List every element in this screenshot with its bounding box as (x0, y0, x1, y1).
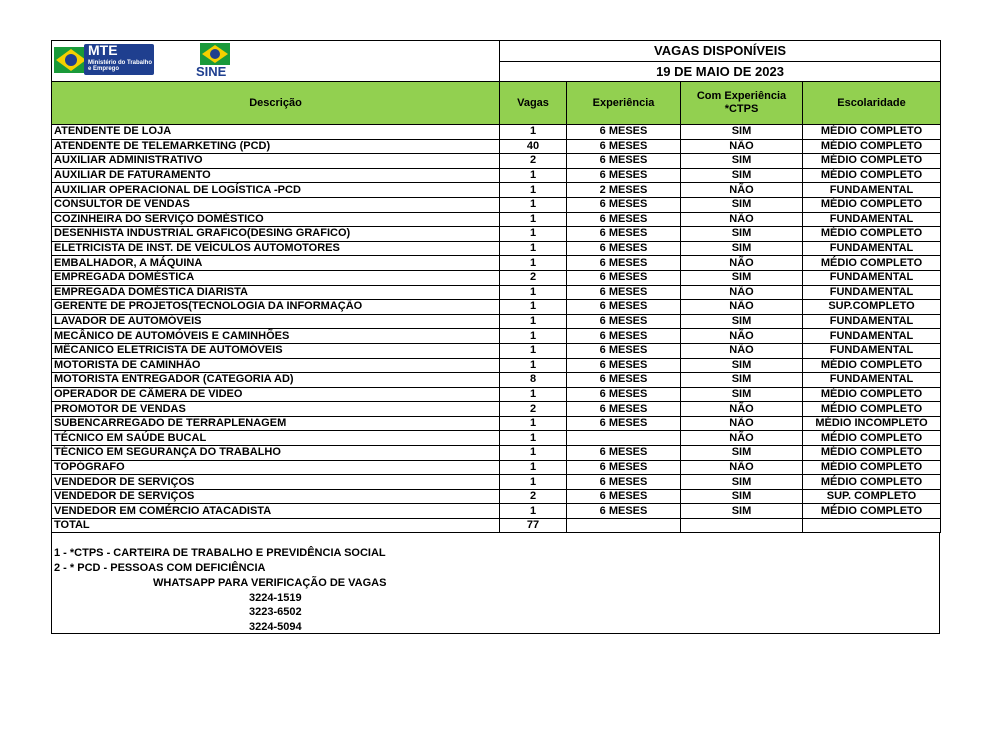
cell-vagas: 2 (500, 154, 567, 169)
total-vagas: 77 (500, 519, 567, 533)
cell-vagas: 1 (500, 125, 567, 140)
cell-com-experiencia: NÃO (681, 416, 803, 431)
table-row (52, 270, 941, 285)
sine-logo-text: SINE (196, 64, 227, 79)
table-row (52, 168, 941, 183)
cell-vagas: 40 (500, 139, 567, 154)
table-row (52, 197, 941, 212)
phone-number: 3223-6502 (249, 606, 302, 619)
cell-experiencia: 6 MESES (567, 270, 681, 285)
cell-vagas: 1 (500, 358, 567, 373)
cell-descricao: AUXILIAR DE FATURAMENTO (52, 168, 500, 183)
cell-com-experiencia: SIM (681, 270, 803, 285)
cell-vagas: 1 (500, 504, 567, 519)
cell-vagas: 1 (500, 343, 567, 358)
cell-vagas: 1 (500, 197, 567, 212)
brazil-flag-icon (54, 43, 88, 77)
cell-vagas: 2 (500, 270, 567, 285)
cell-vagas: 1 (500, 241, 567, 256)
cell-descricao: MECÂNICO DE AUTOMÓVEIS E CAMINHÕES (52, 329, 500, 344)
table-row (52, 387, 941, 402)
cell-com-experiencia: NÃO (681, 431, 803, 446)
total-label: TOTAL (52, 519, 500, 533)
cell-escolaridade: MÉDIO INCOMPLETO (803, 416, 941, 431)
cell-experiencia: 6 MESES (567, 154, 681, 169)
table-row (52, 285, 941, 300)
cell-escolaridade: MÉDIO COMPLETO (803, 139, 941, 154)
cell-com-experiencia: SIM (681, 168, 803, 183)
cell-descricao: CONSULTOR DE VENDAS (52, 197, 500, 212)
cell-escolaridade: MÉDIO COMPLETO (803, 358, 941, 373)
cell-descricao: VENDEDOR DE SERVIÇOS (52, 489, 500, 504)
cell-descricao: GERENTE DE PROJETOS(TECNOLOGIA DA INFORMAÇÃO (52, 300, 500, 315)
cell-escolaridade: MÉDIO COMPLETO (803, 125, 941, 140)
cell-escolaridade: SUP. COMPLETO (803, 489, 941, 504)
col-header-vagas: Vagas (500, 82, 567, 125)
note-pcd: 2 - * PCD - PESSOAS COM DEFICIÊNCIA (54, 562, 266, 575)
vacancies-table (51, 40, 941, 533)
cell-experiencia: 6 MESES (567, 402, 681, 417)
cell-escolaridade: MÉDIO COMPLETO (803, 475, 941, 490)
cell-descricao: DESENHISTA INDUSTRIAL GRAFICO(DESING GRAFICO) (52, 227, 500, 242)
table-row (52, 241, 941, 256)
table-row (52, 431, 941, 446)
cell-escolaridade: FUNDAMENTAL (803, 285, 941, 300)
cell-descricao: TÉCNICO EM SEGURANÇA DO TRABALHO (52, 446, 500, 461)
cell-experiencia: 6 MESES (567, 358, 681, 373)
cell-descricao: MOTORISTA DE CAMINHÃO (52, 358, 500, 373)
cell-com-experiencia: SIM (681, 358, 803, 373)
cell-descricao: VENDEDOR DE SERVIÇOS (52, 475, 500, 490)
cell-vagas: 8 (500, 373, 567, 388)
cell-vagas: 1 (500, 227, 567, 242)
cell-escolaridade: MÉDIO COMPLETO (803, 256, 941, 271)
cell-experiencia: 6 MESES (567, 314, 681, 329)
cell-descricao: LAVADOR DE AUTOMÓVEIS (52, 314, 500, 329)
cell-escolaridade: MÉDIO COMPLETO (803, 460, 941, 475)
cell-experiencia: 6 MESES (567, 489, 681, 504)
cell-vagas: 2 (500, 489, 567, 504)
cell-com-experiencia: SIM (681, 227, 803, 242)
total-empty-cell (681, 519, 803, 533)
sine-logo (196, 43, 236, 79)
cell-escolaridade: MÉDIO COMPLETO (803, 168, 941, 183)
mte-logo-text: MTE (88, 42, 118, 58)
cell-descricao: ELETRICISTA DE INST. DE VEÍCULOS AUTOMOTORES (52, 241, 500, 256)
cell-experiencia (567, 431, 681, 446)
cell-vagas: 1 (500, 256, 567, 271)
cell-vagas: 1 (500, 285, 567, 300)
cell-escolaridade: FUNDAMENTAL (803, 343, 941, 358)
cell-descricao: PROMOTOR DE VENDAS (52, 402, 500, 417)
cell-escolaridade: FUNDAMENTAL (803, 183, 941, 198)
cell-com-experiencia: SIM (681, 489, 803, 504)
table-row (52, 212, 941, 227)
cell-experiencia: 6 MESES (567, 168, 681, 183)
table-row (52, 489, 941, 504)
cell-experiencia: 6 MESES (567, 241, 681, 256)
table-row (52, 416, 941, 431)
cell-vagas: 1 (500, 460, 567, 475)
page-date: 19 DE MAIO DE 2023 (500, 61, 941, 82)
cell-escolaridade: FUNDAMENTAL (803, 270, 941, 285)
cell-descricao: MÊCANICO ELETRICISTA DE AUTOMÓVEIS (52, 343, 500, 358)
table-row (52, 154, 941, 169)
col-header-descricao: Descrição (52, 82, 500, 125)
table-row (52, 460, 941, 475)
table-row (52, 300, 941, 315)
cell-experiencia: 6 MESES (567, 343, 681, 358)
cell-descricao: COZINHEIRA DO SERVIÇO DOMÉSTICO (52, 212, 500, 227)
cell-com-experiencia: SIM (681, 125, 803, 140)
table-row (52, 125, 941, 140)
cell-escolaridade: MÉDIO COMPLETO (803, 431, 941, 446)
cell-descricao: VENDEDOR EM COMÉRCIO ATACADISTA (52, 504, 500, 519)
table-row (52, 373, 941, 388)
cell-com-experiencia: NÃO (681, 183, 803, 198)
table-body (52, 125, 941, 519)
cell-experiencia: 6 MESES (567, 300, 681, 315)
table-row (52, 475, 941, 490)
cell-com-experiencia: SIM (681, 154, 803, 169)
logo-cell (52, 41, 500, 82)
table-row (52, 402, 941, 417)
cell-vagas: 1 (500, 387, 567, 402)
cell-com-experiencia: SIM (681, 197, 803, 212)
table-row (52, 256, 941, 271)
cell-descricao: OPERADOR DE CÂMERA DE VIDEO (52, 387, 500, 402)
cell-com-experiencia: SIM (681, 373, 803, 388)
cell-vagas: 1 (500, 446, 567, 461)
table-row (52, 343, 941, 358)
cell-descricao: TÉCNICO EM SAÚDE BUCAL (52, 431, 500, 446)
cell-experiencia: 6 MESES (567, 416, 681, 431)
cell-experiencia: 6 MESES (567, 387, 681, 402)
cell-com-experiencia: NÃO (681, 285, 803, 300)
cell-vagas: 1 (500, 314, 567, 329)
cell-vagas: 2 (500, 402, 567, 417)
cell-escolaridade: FUNDAMENTAL (803, 314, 941, 329)
mte-logo-subtitle: Ministério do Trabalho e Emprego (88, 60, 153, 72)
cell-experiencia: 6 MESES (567, 197, 681, 212)
notes-section (51, 533, 940, 634)
table-row (52, 358, 941, 373)
cell-escolaridade: MÉDIO COMPLETO (803, 197, 941, 212)
col-header-escolaridade: Escolaridade (803, 82, 941, 125)
cell-escolaridade: MÉDIO COMPLETO (803, 154, 941, 169)
cell-experiencia: 6 MESES (567, 373, 681, 388)
cell-descricao: EMPREGADA DOMÉSTICA DIARISTA (52, 285, 500, 300)
cell-escolaridade: MÉDIO COMPLETO (803, 504, 941, 519)
cell-descricao: AUXILIAR OPERACIONAL DE LOGÍSTICA -PCD (52, 183, 500, 198)
cell-descricao: TOPÓGRAFO (52, 460, 500, 475)
table-row (52, 183, 941, 198)
cell-com-experiencia: SIM (681, 241, 803, 256)
cell-com-experiencia: NÃO (681, 329, 803, 344)
cell-com-experiencia: NÃO (681, 460, 803, 475)
cell-descricao: SUBENCARREGADO DE TERRAPLENAGEM (52, 416, 500, 431)
cell-com-experiencia: NÃO (681, 139, 803, 154)
cell-vagas: 1 (500, 416, 567, 431)
cell-com-experiencia: NÃO (681, 212, 803, 227)
table-row (52, 139, 941, 154)
cell-vagas: 1 (500, 300, 567, 315)
cell-experiencia: 6 MESES (567, 227, 681, 242)
cell-com-experiencia: SIM (681, 387, 803, 402)
cell-vagas: 1 (500, 212, 567, 227)
cell-experiencia: 6 MESES (567, 329, 681, 344)
cell-com-experiencia: NÃO (681, 300, 803, 315)
table-row (52, 329, 941, 344)
cell-com-experiencia: NÃO (681, 402, 803, 417)
total-row (52, 519, 941, 533)
cell-experiencia: 6 MESES (567, 504, 681, 519)
cell-com-experiencia: NÃO (681, 343, 803, 358)
cell-descricao: EMBALHADOR, A MÁQUINA (52, 256, 500, 271)
cell-experiencia: 6 MESES (567, 256, 681, 271)
job-listing-sheet (51, 40, 940, 634)
cell-vagas: 1 (500, 329, 567, 344)
cell-experiencia: 6 MESES (567, 212, 681, 227)
cell-escolaridade: MÉDIO COMPLETO (803, 402, 941, 417)
cell-vagas: 1 (500, 475, 567, 490)
cell-experiencia: 6 MESES (567, 460, 681, 475)
cell-descricao: ATENDENTE DE LOJA (52, 125, 500, 140)
cell-com-experiencia: SIM (681, 504, 803, 519)
cell-escolaridade: FUNDAMENTAL (803, 212, 941, 227)
cell-descricao: MOTORISTA ENTREGADOR (CATEGORIA AD) (52, 373, 500, 388)
table-row (52, 314, 941, 329)
cell-com-experiencia: SIM (681, 475, 803, 490)
cell-descricao: AUXILIAR ADMINISTRATIVO (52, 154, 500, 169)
cell-vagas: 1 (500, 183, 567, 198)
cell-descricao: ATENDENTE DE TELEMARKETING (PCD) (52, 139, 500, 154)
table-row (52, 446, 941, 461)
cell-escolaridade: MÉDIO COMPLETO (803, 446, 941, 461)
cell-escolaridade: FUNDAMENTAL (803, 329, 941, 344)
total-empty-cell (803, 519, 941, 533)
phone-number: 3224-5094 (249, 621, 302, 634)
cell-com-experiencia: SIM (681, 314, 803, 329)
mte-logo (54, 43, 154, 77)
sine-flag-icon (200, 43, 230, 65)
note-ctps: 1 - *CTPS - CARTEIRA DE TRABALHO E PREVIDÊNCIA SOCIAL (54, 547, 386, 560)
table-row (52, 227, 941, 242)
cell-experiencia: 6 MESES (567, 446, 681, 461)
cell-experiencia: 6 MESES (567, 139, 681, 154)
whatsapp-label: WHATSAPP PARA VERIFICAÇÃO DE VAGAS (153, 577, 387, 590)
cell-escolaridade: FUNDAMENTAL (803, 241, 941, 256)
cell-escolaridade: MÉDIO COMPLETO (803, 387, 941, 402)
table-row (52, 504, 941, 519)
cell-com-experiencia: SIM (681, 446, 803, 461)
phone-number: 3224-1519 (249, 592, 302, 605)
col-header-com-experiencia: Com Experiência *CTPS (681, 82, 803, 125)
cell-descricao: EMPREGADA DOMÉSTICA (52, 270, 500, 285)
cell-com-experiencia: NÃO (681, 256, 803, 271)
cell-experiencia: 6 MESES (567, 125, 681, 140)
total-empty-cell (567, 519, 681, 533)
cell-vagas: 1 (500, 168, 567, 183)
cell-vagas: 1 (500, 431, 567, 446)
col-header-experiencia: Experiência (567, 82, 681, 125)
cell-experiencia: 6 MESES (567, 475, 681, 490)
cell-experiencia: 2 MESES (567, 183, 681, 198)
cell-experiencia: 6 MESES (567, 285, 681, 300)
cell-escolaridade: SUP.COMPLETO (803, 300, 941, 315)
cell-escolaridade: FUNDAMENTAL (803, 373, 941, 388)
page-title: VAGAS DISPONÍVEIS (500, 41, 941, 62)
cell-escolaridade: MÉDIO COMPLETO (803, 227, 941, 242)
